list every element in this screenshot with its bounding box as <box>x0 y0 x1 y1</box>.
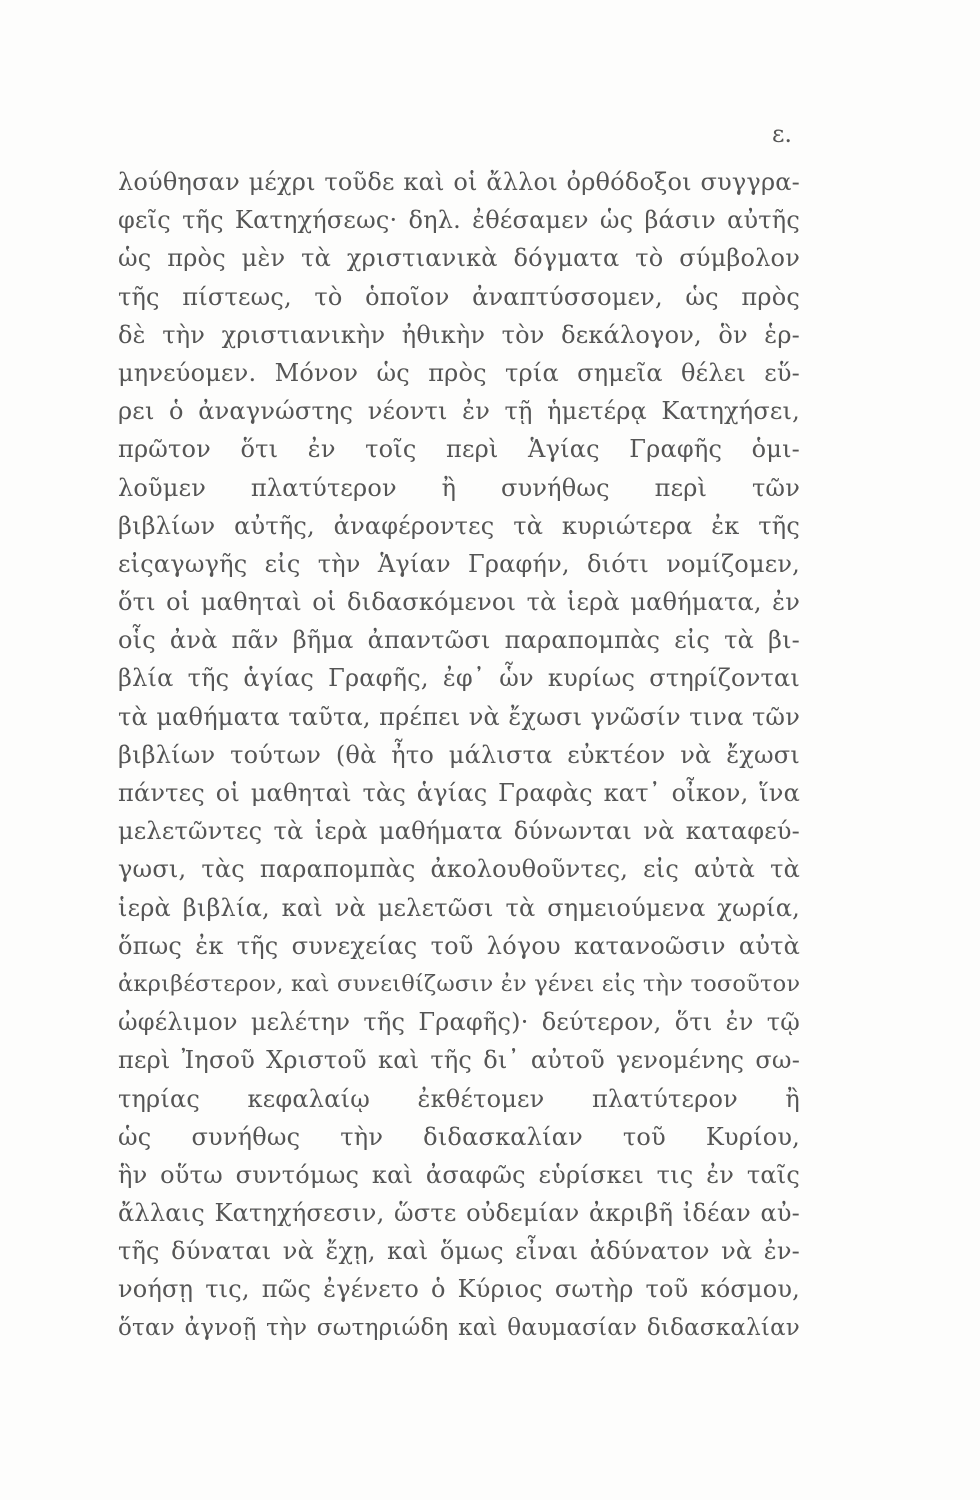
text-line: λοῦμεν πλατύτερον ἢ συνήθως περὶ τῶν <box>118 473 800 502</box>
text-line: ὅταν ἀγνοῇ τὴν σωτηριώδη καὶ θαυμασίαν διδασκαλίαν <box>118 1314 800 1341</box>
text-line: τῆς πίστεως, τὸ ὁποῖον ἀναπτύσσομεν, ὡς πρὸς <box>118 282 800 311</box>
text-line: βιβλίων αὐτῆς, ἀναφέροντες τὰ κυριώτερα ἐκ τῆς <box>118 511 800 540</box>
text-line: πρῶτον ὅτι ἐν τοῖς περὶ Ἁγίας Γραφῆς ὁμι- <box>118 435 800 464</box>
text-line: ρει ὁ ἀναγνώστης νέοντι ἐν τῇ ἡμετέρᾳ Κατηχήσει, <box>118 397 800 426</box>
text-line: ἱερὰ βιβλία, καὶ νὰ μελετῶσι τὰ σημειούμενα χωρία, <box>118 893 800 922</box>
text-line: ἄλλαις Κατηχήσεσιν, ὥστε οὐδεμίαν ἀκριβῆ ἰδέαν αὐ- <box>118 1199 800 1228</box>
text-line: βιβλίων τούτων (θὰ ἦτο μάλιστα εὐκτέον νὰ ἔχωσι <box>118 740 800 769</box>
text-line: δὲ τὴν χριστιανικὴν ἠθικὴν τὸν δεκάλογον, ὃν ἑρ- <box>118 320 800 349</box>
text-line: ὅτι οἱ μαθηταὶ οἱ διδασκόμενοι τὰ ἱερὰ μαθήματα, ἐν <box>118 588 800 617</box>
page-number: ε. <box>771 120 792 148</box>
text-line: βλία τῆς ἁγίας Γραφῆς, ἐφ᾽ ὧν κυρίως στηρίζονται <box>118 664 800 693</box>
text-line: τηρίας κεφαλαίῳ ἐκθέτομεν πλατύτερον ἢ <box>118 1084 800 1113</box>
text-line: φεῖς τῆς Κατηχήσεως· δηλ. ἐθέσαμεν ὡς βάσιν αὐτῆς <box>118 206 800 235</box>
text-line: μελετῶντες τὰ ἱερὰ μαθήματα δύνωνται νὰ καταφεύ- <box>118 817 800 846</box>
text-line: οἷς ἀνὰ πᾶν βῆμα ἀπαντῶσι παραπομπὰς εἰς τὰ βι- <box>118 626 800 655</box>
text-line: μηνεύομεν. Μόνον ὡς πρὸς τρία σημεῖα θέλει εὕ- <box>118 358 800 387</box>
text-line: τῆς δύναται νὰ ἔχῃ, καὶ ὅμως εἶναι ἀδύνατον νὰ ἐν- <box>118 1237 800 1266</box>
text-line: πάντες οἱ μαθηταὶ τὰς ἁγίας Γραφὰς κατ᾽ οἶκον, ἵνα <box>118 779 800 807</box>
text-line: ὠφέλιμον μελέτην τῆς Γραφῆς)· δεύτερον, ὅτι ἐν τῷ <box>118 1008 800 1037</box>
text-line: περὶ Ἰησοῦ Χριστοῦ καὶ τῆς δι᾽ αὐτοῦ γενομένης σω- <box>118 1046 800 1075</box>
text-line: ἀκριβέστερον, καὶ συνειθίζωσιν ἐν γένει εἰς τὴν τοσοῦτον <box>118 970 800 997</box>
text-line: τὰ μαθήματα ταῦτα, πρέπει νὰ ἔχωσι γνῶσίν τινα τῶν <box>118 702 800 731</box>
text-line: ἣν οὕτω συντόμως καὶ ἀσαφῶς εὑρίσκει τις ἐν ταῖς <box>118 1160 800 1189</box>
text-line: νοήσῃ τις, πῶς ἐγένετο ὁ Κύριος σωτὴρ τοῦ κόσμου, <box>118 1275 800 1304</box>
text-line: εἰςαγωγῆς εἰς τὴν Ἁγίαν Γραφήν, διότι νομίζομεν, <box>118 549 800 578</box>
text-line: γωσι, τὰς παραπομπὰς ἀκολουθοῦντες, εἰς αὐτὰ τὰ <box>118 855 800 884</box>
text-line: ὡς συνήθως τὴν διδασκαλίαν τοῦ Κυρίου, <box>118 1122 800 1151</box>
text-line: ὅπως ἐκ τῆς συνεχείας τοῦ λόγου κατανοῶσιν αὐτὰ <box>118 931 800 960</box>
text-line: ὡς πρὸς μὲν τὰ χριστιανικὰ δόγματα τὸ σύμβολον <box>118 244 800 273</box>
text-line: λούθησαν μέχρι τοῦδε καὶ οἱ ἄλλοι ὀρθόδοξοι συγγρα- <box>118 168 800 196</box>
body-text <box>118 163 800 1347</box>
